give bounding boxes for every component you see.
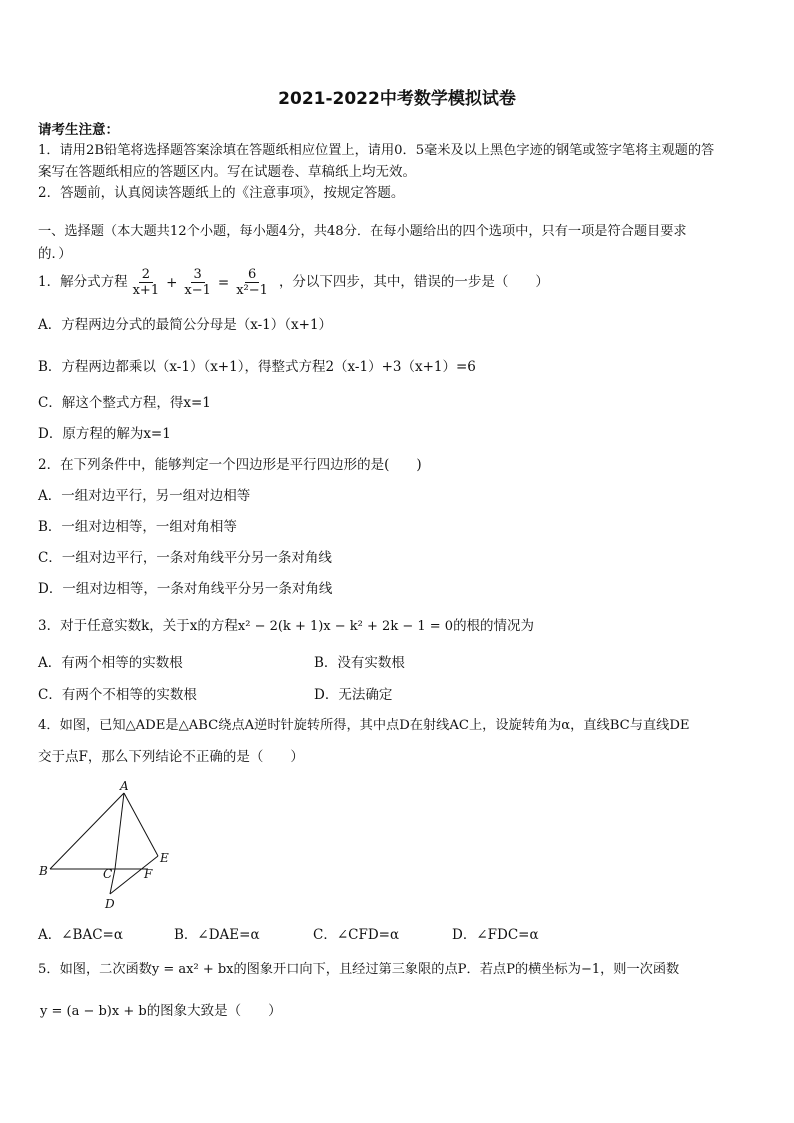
question-5-line-2-suffix: 的图象大致是（ ） (146, 1003, 282, 1019)
fraction-2-denominator: x−1 (184, 283, 211, 298)
notice-item-1-line-2: 案写在答题纸相应的答题区内。写在试题卷、草稿纸上均无效。 (38, 164, 416, 180)
fraction-2 (181, 267, 214, 298)
fraction-1 (130, 267, 163, 298)
question-5-stem-line-1 (38, 961, 679, 979)
question-2-option-a: A．一组对边平行，另一组对边相等 (38, 488, 251, 504)
fraction-2-numerator: 3 (191, 267, 205, 283)
question-3-option-d: D．无法确定 (314, 687, 393, 703)
question-4-option-d: D．∠FDC=α (452, 927, 539, 943)
question-5-function-2: y = (a − b)x + b (40, 1004, 147, 1019)
question-1-prefix: 1．解分式方程 (38, 274, 128, 290)
question-4-figure (36, 776, 176, 916)
segment-ac (115, 793, 124, 869)
notice-heading: 请考生注意： (38, 122, 119, 138)
question-3-equation: x² − 2(k + 1)x − k² + 2k − 1 = 0 (237, 619, 454, 634)
question-4-option-a: A．∠BAC=α (38, 927, 123, 943)
question-1-option-d: D．原方程的解为x=1 (38, 426, 171, 442)
label-b: B (39, 864, 48, 878)
question-4-stem-line-1: 4．如图，已知△ADE是△ABC绕点A逆时针旋转所得，其中点D在射线AC上，设旋转角为α，直线BC与直线DE (38, 718, 690, 733)
fraction-1-denominator: x+1 (132, 283, 160, 298)
label-a: A (120, 779, 129, 793)
question-2-option-b: B．一组对边相等，一组对角相等 (38, 519, 237, 535)
question-3-stem (38, 617, 534, 636)
fraction-3-denominator: x²−1 (236, 283, 268, 298)
question-5-middle: 的图象开口向下，且经过第三象限的点P．若点P的横坐标为 (233, 962, 581, 977)
question-5-suffix: ，则一次函数 (600, 962, 680, 977)
question-1-option-a: A．方程两边分式的最简公分母是（x-1）（x+1） (38, 317, 333, 333)
question-2-option-d: D．一组对边相等，一条对角线平分另一条对角线 (38, 581, 333, 597)
question-3-suffix: 的根的情况为 (453, 618, 535, 634)
question-3-option-c: C．有两个不相等的实数根 (38, 687, 197, 703)
question-5-stem-line-2 (40, 1002, 282, 1021)
segment-ab (50, 793, 124, 869)
question-1-option-b: B．方程两边都乘以（x-1）（x+1），得整式方程2（x-1）+3（x+1）=6 (38, 359, 476, 375)
segment-ae (124, 793, 158, 856)
question-4-option-b: B．∠DAE=α (174, 927, 260, 943)
section-1-heading-line-2: 的．） (38, 246, 72, 262)
question-4-option-c: C．∠CFD=α (313, 927, 400, 943)
question-4-stem-line-2: 交于点F，那么下列结论不正确的是（ ） (38, 749, 304, 765)
label-e: E (160, 851, 169, 865)
question-1-stem (38, 264, 549, 304)
label-d: D (105, 897, 115, 911)
page-title: 2021-2022中考数学模拟试卷 (278, 89, 516, 109)
plus-sign: + (166, 274, 178, 291)
question-3-option-a: A．有两个相等的实数根 (38, 655, 183, 671)
question-5-prefix: 5．如图，二次函数 (38, 962, 152, 977)
label-f: F (144, 867, 153, 881)
fraction-1-numerator: 2 (139, 267, 153, 283)
question-1-suffix: ，分以下四步，其中，错误的一步是（ ） (278, 274, 549, 290)
section-1-heading-line-1: 一、选择题（本大题共12个小题，每小题4分，共48分．在每小题给出的四个选项中，只有一项是符合题目要求 (38, 224, 687, 239)
notice-item-1-line-1: 1．请用2B铅笔将选择题答案涂填在答题纸相应位置上，请用0．5毫米及以上黑色字迹的钢笔或签字笔将主观题的答 (38, 143, 715, 158)
question-1-option-c: C．解这个整式方程，得x=1 (38, 395, 211, 411)
question-5-neg-one: −1 (580, 962, 601, 977)
question-5-function-1: y = ax² + bx (151, 962, 234, 977)
equals-sign: = (217, 274, 230, 291)
fraction-3-numerator: 6 (245, 267, 259, 283)
label-c: C (103, 867, 113, 881)
question-2-stem: 2．在下列条件中，能够判定一个四边形是平行四边形的是( ) (38, 457, 422, 473)
question-3-prefix: 3．对于任意实数k，关于x的方程 (38, 618, 238, 634)
question-2-option-c: C．一组对边平行，一条对角线平分另一条对角线 (38, 550, 332, 566)
notice-item-2: 2．答题前，认真阅读答题纸上的《注意事项》，按规定答题。 (38, 185, 405, 201)
question-3-option-b: B．没有实数根 (314, 655, 405, 671)
fraction-3 (233, 267, 271, 298)
